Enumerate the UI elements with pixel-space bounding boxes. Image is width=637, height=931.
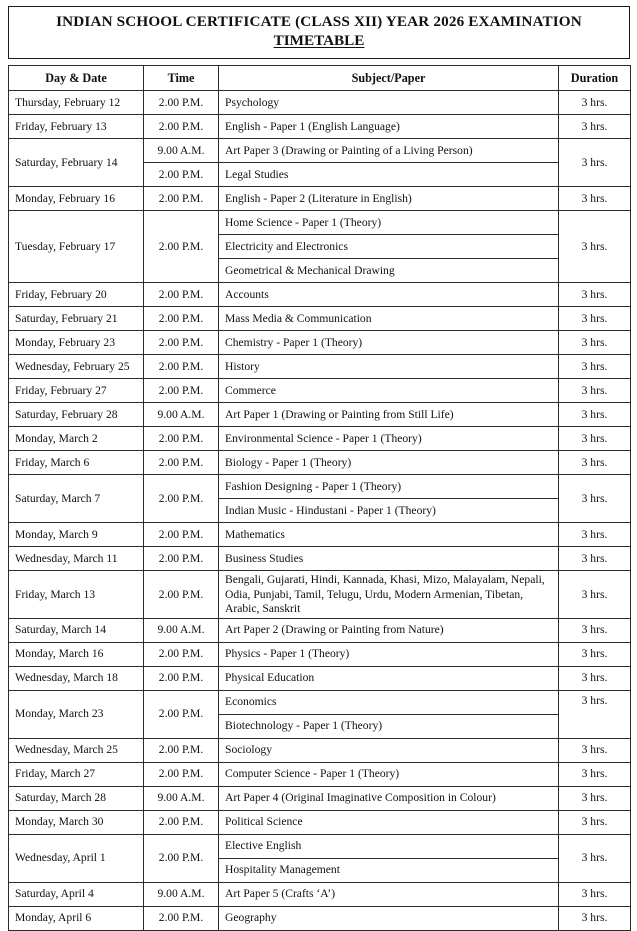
cell-subject-paper: Fashion Designing - Paper 1 (Theory) (219, 475, 559, 499)
cell-time: 2.00 P.M. (144, 451, 219, 475)
column-header-time: Time (144, 66, 219, 91)
table-row (9, 690, 631, 714)
table-row (9, 642, 631, 666)
cell-subject-paper: Mathematics (219, 523, 559, 547)
cell-day-date: Friday, March 13 (9, 571, 144, 618)
cell-day-date: Monday, April 6 (9, 906, 144, 930)
cell-time: 2.00 P.M. (144, 427, 219, 451)
cell-duration: 3 hrs. (559, 451, 631, 475)
cell-subject-paper: Psychology (219, 91, 559, 115)
cell-day-date: Saturday, March 7 (9, 475, 144, 523)
cell-subject-paper: Chemistry - Paper 1 (Theory) (219, 331, 559, 355)
cell-subject-paper: Legal Studies (219, 163, 559, 187)
cell-day-date: Monday, March 30 (9, 810, 144, 834)
cell-duration: 3 hrs. (559, 882, 631, 906)
cell-duration: 3 hrs. (559, 379, 631, 403)
cell-time: 2.00 P.M. (144, 834, 219, 882)
cell-duration: 3 hrs. (559, 283, 631, 307)
table-row (9, 618, 631, 642)
cell-subject-paper: Elective English (219, 834, 559, 858)
cell-subject-paper: Mass Media & Communication (219, 307, 559, 331)
table-row (9, 475, 631, 499)
cell-day-date: Monday, March 16 (9, 642, 144, 666)
cell-duration: 3 hrs. (559, 355, 631, 379)
cell-subject-paper: Political Science (219, 810, 559, 834)
cell-duration: 3 hrs. (559, 834, 631, 882)
cell-day-date: Saturday, March 28 (9, 786, 144, 810)
cell-duration: 3 hrs. (559, 738, 631, 762)
table-row (9, 666, 631, 690)
document-title-box (8, 6, 630, 59)
column-header-subject: Subject/Paper (219, 66, 559, 91)
cell-subject-paper: Sociology (219, 738, 559, 762)
cell-time: 2.00 P.M. (144, 475, 219, 523)
cell-duration: 3 hrs. (559, 762, 631, 786)
cell-subject-paper: Art Paper 5 (Crafts ‘A’) (219, 882, 559, 906)
table-row (9, 115, 631, 139)
cell-day-date: Saturday, April 4 (9, 882, 144, 906)
cell-time: 9.00 A.M. (144, 139, 219, 163)
cell-duration: 3 hrs. (559, 906, 631, 930)
cell-subject-paper: Accounts (219, 283, 559, 307)
table-row (9, 834, 631, 858)
cell-duration: 3 hrs. (559, 307, 631, 331)
cell-day-date: Friday, February 20 (9, 283, 144, 307)
cell-duration: 3 hrs. (559, 331, 631, 355)
cell-duration: 3 hrs. (559, 666, 631, 690)
cell-time: 2.00 P.M. (144, 187, 219, 211)
cell-day-date: Monday, March 23 (9, 690, 144, 738)
cell-time: 2.00 P.M. (144, 115, 219, 139)
cell-time: 2.00 P.M. (144, 810, 219, 834)
cell-day-date: Thursday, February 12 (9, 91, 144, 115)
cell-time: 9.00 A.M. (144, 403, 219, 427)
cell-time: 2.00 P.M. (144, 906, 219, 930)
cell-duration: 3 hrs. (559, 91, 631, 115)
cell-day-date: Friday, February 27 (9, 379, 144, 403)
cell-duration: 3 hrs. (559, 690, 631, 738)
cell-time: 2.00 P.M. (144, 91, 219, 115)
cell-subject-paper: Art Paper 1 (Drawing or Painting from Still Life) (219, 403, 559, 427)
table-row (9, 571, 631, 618)
cell-duration: 3 hrs. (559, 571, 631, 618)
cell-time: 2.00 P.M. (144, 283, 219, 307)
table-row (9, 427, 631, 451)
table-row (9, 882, 631, 906)
cell-time: 9.00 A.M. (144, 882, 219, 906)
cell-subject-paper: Computer Science - Paper 1 (Theory) (219, 762, 559, 786)
cell-subject-paper: Physics - Paper 1 (Theory) (219, 642, 559, 666)
cell-time: 2.00 P.M. (144, 211, 219, 283)
table-row (9, 379, 631, 403)
table-row (9, 738, 631, 762)
cell-day-date: Wednesday, March 18 (9, 666, 144, 690)
table-header-row (9, 66, 631, 91)
cell-time: 2.00 P.M. (144, 331, 219, 355)
cell-time: 2.00 P.M. (144, 547, 219, 571)
table-row (9, 810, 631, 834)
cell-day-date: Friday, March 6 (9, 451, 144, 475)
cell-subject-paper: Art Paper 3 (Drawing or Painting of a Living Person) (219, 139, 559, 163)
column-header-duration: Duration (559, 66, 631, 91)
cell-subject-paper: Geography (219, 906, 559, 930)
cell-time: 2.00 P.M. (144, 355, 219, 379)
cell-day-date: Wednesday, March 25 (9, 738, 144, 762)
cell-subject-paper: Electricity and Electronics (219, 235, 559, 259)
cell-subject-paper: Business Studies (219, 547, 559, 571)
cell-duration: 3 hrs. (559, 642, 631, 666)
cell-day-date: Saturday, March 14 (9, 618, 144, 642)
page-subtitle: TIMETABLE (273, 31, 365, 49)
cell-duration: 3 hrs. (559, 403, 631, 427)
table-row (9, 355, 631, 379)
table-row (9, 283, 631, 307)
cell-duration: 3 hrs. (559, 547, 631, 571)
cell-time: 2.00 P.M. (144, 523, 219, 547)
cell-subject-paper: Biology - Paper 1 (Theory) (219, 451, 559, 475)
cell-time: 9.00 A.M. (144, 618, 219, 642)
cell-time: 2.00 P.M. (144, 762, 219, 786)
table-row (9, 523, 631, 547)
cell-day-date: Friday, March 27 (9, 762, 144, 786)
cell-duration: 3 hrs. (559, 427, 631, 451)
cell-day-date: Monday, March 9 (9, 523, 144, 547)
cell-day-date: Saturday, February 14 (9, 139, 144, 187)
cell-subject-paper: Art Paper 2 (Drawing or Painting from Nature) (219, 618, 559, 642)
page-title: INDIAN SCHOOL CERTIFICATE (CLASS XII) YEAR 2026 EXAMINATION (56, 13, 582, 30)
cell-day-date: Wednesday, March 11 (9, 547, 144, 571)
table-row (9, 187, 631, 211)
cell-subject-paper: English - Paper 2 (Literature in English) (219, 187, 559, 211)
cell-day-date: Monday, February 23 (9, 331, 144, 355)
cell-time: 2.00 P.M. (144, 163, 219, 187)
cell-day-date: Monday, March 2 (9, 427, 144, 451)
cell-duration: 3 hrs. (559, 810, 631, 834)
cell-duration: 3 hrs. (559, 618, 631, 642)
cell-subject-paper: Hospitality Management (219, 858, 559, 882)
cell-subject-paper: Commerce (219, 379, 559, 403)
cell-subject-paper: Art Paper 4 (Original Imaginative Composition in Colour) (219, 786, 559, 810)
cell-subject-paper: Physical Education (219, 666, 559, 690)
cell-day-date: Saturday, February 21 (9, 307, 144, 331)
cell-duration: 3 hrs. (559, 187, 631, 211)
table-row (9, 547, 631, 571)
cell-subject-paper: English - Paper 1 (English Language) (219, 115, 559, 139)
table-row (9, 451, 631, 475)
cell-day-date: Wednesday, April 1 (9, 834, 144, 882)
cell-time: 2.00 P.M. (144, 666, 219, 690)
table-row (9, 786, 631, 810)
cell-time: 2.00 P.M. (144, 690, 219, 738)
cell-duration: 3 hrs. (559, 211, 631, 283)
table-row (9, 762, 631, 786)
cell-day-date: Tuesday, February 17 (9, 211, 144, 283)
cell-time: 2.00 P.M. (144, 738, 219, 762)
table-row (9, 307, 631, 331)
cell-day-date: Friday, February 13 (9, 115, 144, 139)
cell-subject-paper: Environmental Science - Paper 1 (Theory) (219, 427, 559, 451)
cell-day-date: Monday, February 16 (9, 187, 144, 211)
cell-subject-paper: Indian Music - Hindustani - Paper 1 (Theory) (219, 499, 559, 523)
cell-time: 2.00 P.M. (144, 642, 219, 666)
cell-time: 2.00 P.M. (144, 307, 219, 331)
cell-subject-paper: History (219, 355, 559, 379)
table-row (9, 139, 631, 163)
cell-day-date: Wednesday, February 25 (9, 355, 144, 379)
cell-subject-paper: Biotechnology - Paper 1 (Theory) (219, 714, 559, 738)
table-row (9, 403, 631, 427)
cell-subject-paper: Bengali, Gujarati, Hindi, Kannada, Khasi, Mizo, Malayalam, Nepali, Odia, Punjabi, Tamil, Telugu, Urdu, Modern Armenian, Tibetan, Arabic, Sanskrit (219, 571, 559, 618)
cell-day-date: Saturday, February 28 (9, 403, 144, 427)
table-row (9, 211, 631, 235)
cell-duration: 3 hrs. (559, 523, 631, 547)
cell-duration: 3 hrs. (559, 139, 631, 187)
cell-time: 9.00 A.M. (144, 786, 219, 810)
cell-time: 2.00 P.M. (144, 571, 219, 618)
cell-time: 2.00 P.M. (144, 379, 219, 403)
cell-subject-paper: Home Science - Paper 1 (Theory) (219, 211, 559, 235)
cell-duration: 3 hrs. (559, 475, 631, 523)
table-row (9, 91, 631, 115)
table-row (9, 331, 631, 355)
cell-subject-paper: Economics (219, 690, 559, 714)
table-row (9, 906, 631, 930)
column-header-day: Day & Date (9, 66, 144, 91)
exam-timetable (8, 65, 631, 930)
cell-duration: 3 hrs. (559, 786, 631, 810)
cell-subject-paper: Geometrical & Mechanical Drawing (219, 259, 559, 283)
table-body (9, 91, 631, 930)
cell-duration: 3 hrs. (559, 115, 631, 139)
